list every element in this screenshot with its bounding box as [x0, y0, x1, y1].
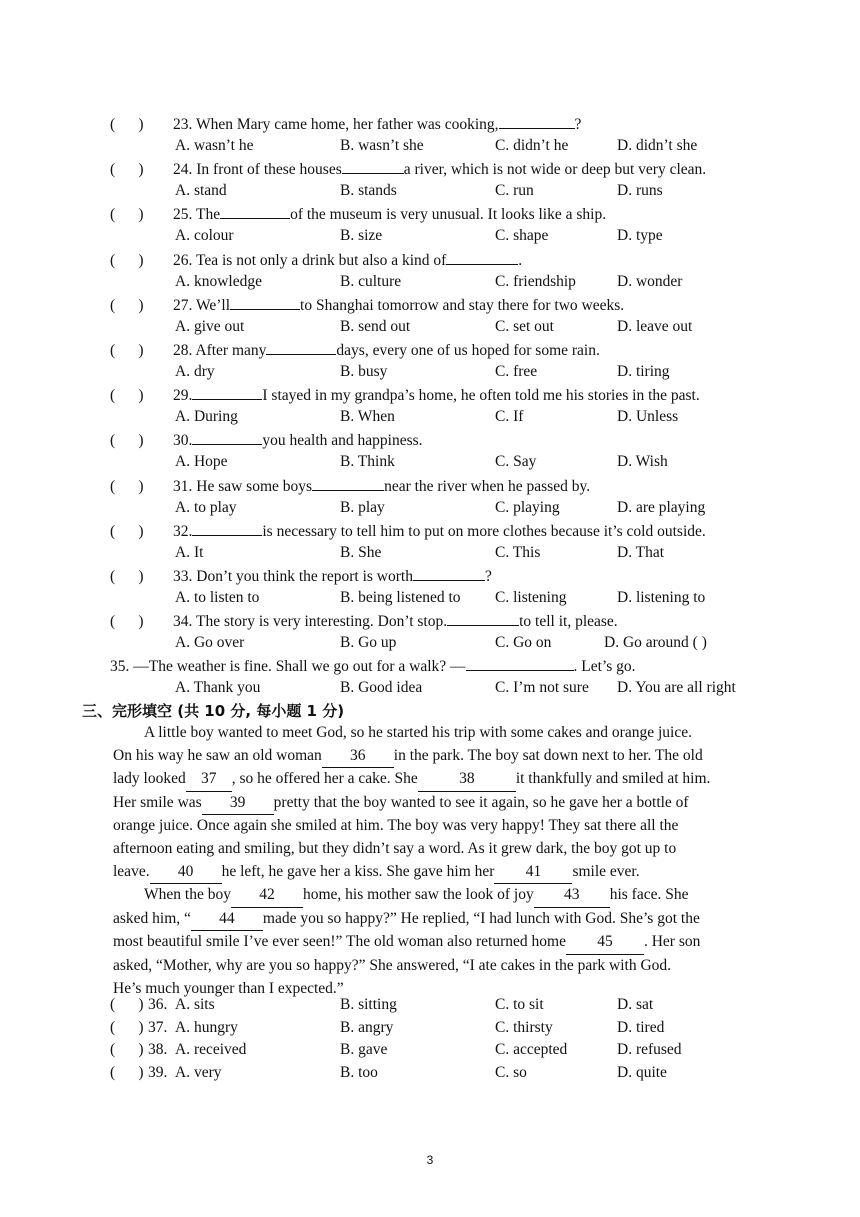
option-a[interactable]: A. sits [175, 996, 215, 1013]
option-d[interactable]: D. type [617, 227, 663, 244]
passage-text: in the park. The boy sat down next to her. The old [393, 746, 703, 764]
option-b[interactable]: B. When [340, 408, 395, 425]
passage-text: leave. [113, 862, 150, 880]
passage-line [113, 908, 753, 932]
question-text: 28. After many [173, 342, 267, 359]
question-stem [110, 476, 590, 497]
question-text: 24. In front of these houses [173, 161, 342, 178]
option-c[interactable]: C. Say [495, 453, 537, 470]
passage-text: made you so happy?” He replied, “I had lunch with God. She’s got the [262, 909, 700, 927]
answer-bracket[interactable]: ( ) [110, 161, 144, 178]
question-text: 25. The [173, 206, 221, 223]
question-stem [110, 385, 700, 406]
question-stem [110, 611, 618, 632]
option-d[interactable]: D. Unless [617, 408, 679, 425]
option-b[interactable]: B. busy [340, 363, 388, 380]
option-b[interactable]: B. gave [340, 1041, 388, 1058]
question-text: . [518, 252, 523, 269]
answer-blank[interactable] [466, 656, 574, 671]
question-stem [110, 250, 522, 271]
passage-line: A little boy wanted to meet God, so he started his trip with some cakes and orange juice. [144, 724, 692, 741]
option-d[interactable]: D. refused [617, 1041, 682, 1058]
question-number: 36. [148, 996, 168, 1013]
passage-line: asked, “Mother, why are you so happy?” She answered, “I ate cakes in the park with God. [113, 956, 672, 974]
passage-text: . Her son [643, 933, 701, 951]
option-a[interactable]: A. dry [175, 363, 215, 380]
answer-bracket[interactable]: ( ) [110, 297, 144, 314]
option-b[interactable]: B. wasn’t she [340, 137, 424, 154]
question-text: ? [484, 568, 492, 585]
option-c[interactable]: C. If [495, 408, 524, 425]
answer-bracket[interactable]: ( ) [110, 206, 144, 223]
answer-blank[interactable] [499, 114, 575, 129]
passage-line: afternoon eating and smiling, but they didn’t say a word. As it grew dark, the boy got up to [113, 839, 677, 857]
option-a[interactable]: A. to play [175, 499, 237, 516]
question-number: 38. [148, 1041, 168, 1058]
cloze-blank-37[interactable]: 37 [186, 768, 232, 792]
cloze-blank-41[interactable]: 41 [494, 861, 572, 885]
question-text: near the river when he passed by. [384, 478, 591, 495]
passage-text: On his way he saw an old woman [113, 746, 322, 764]
section-title-cloze: 三、完形填空 (共 10 分, 每小题 1 分) [82, 702, 345, 720]
option-d[interactable]: D. didn’t she [617, 137, 698, 154]
question-text: 23. When Mary came home, her father was cooking, [173, 116, 499, 133]
cloze-blank-36[interactable]: 36 [322, 745, 394, 769]
passage-line [113, 884, 753, 908]
option-a[interactable]: A. During [175, 408, 238, 425]
answer-blank[interactable] [192, 521, 262, 536]
answer-blank[interactable] [446, 250, 518, 265]
option-d[interactable]: D. leave out [617, 318, 693, 335]
cloze-blank-44[interactable]: 44 [191, 908, 263, 932]
option-d[interactable]: D. tired [617, 1019, 665, 1036]
cloze-blank-45[interactable]: 45 [566, 931, 644, 955]
cloze-blank-40[interactable]: 40 [150, 861, 222, 885]
question-text: is necessary to tell him to put on more clothes because it’s cold outside. [262, 523, 706, 540]
option-b[interactable]: B. play [340, 499, 385, 516]
passage-text: it thankfully and smiled at him. [515, 770, 711, 788]
option-b[interactable]: B. Think [340, 453, 395, 470]
question-stem [110, 295, 624, 316]
option-b[interactable]: B. size [340, 227, 383, 244]
question-text: to Shanghai tomorrow and stay there for two weeks. [300, 297, 625, 314]
question-text: 29. [173, 387, 193, 404]
passage-text: lady looked [113, 770, 186, 788]
answer-bracket[interactable]: ( ) [110, 1019, 144, 1036]
passage-line: orange juice. Once again she smiled at him. The boy was very happy! They sat there all the [113, 817, 679, 835]
option-c[interactable]: C. listening [495, 589, 567, 606]
question-stem [110, 566, 492, 587]
answer-blank[interactable] [192, 385, 262, 400]
option-d[interactable]: D. quite [617, 1064, 667, 1081]
option-c[interactable]: C. I’m not sure [495, 679, 589, 696]
question-stem [110, 340, 600, 361]
option-b[interactable]: B. Go up [340, 634, 397, 651]
answer-bracket[interactable]: ( ) [110, 996, 144, 1013]
option-c[interactable]: C. free [495, 363, 538, 380]
question-stem [110, 204, 606, 225]
option-d[interactable]: D. tiring [617, 363, 670, 380]
option-a[interactable]: A. hungry [175, 1019, 238, 1036]
question-stem [110, 521, 706, 542]
option-d[interactable]: D. listening to [617, 589, 706, 606]
question-stem [110, 430, 423, 451]
option-b[interactable]: B. Good idea [340, 679, 423, 696]
option-b[interactable]: B. angry [340, 1019, 394, 1036]
passage-text: asked him, “ [113, 909, 191, 927]
question-text: I stayed in my grandpa’s home, he often told me his stories in the past. [262, 387, 700, 404]
option-c[interactable]: C. so [495, 1064, 527, 1081]
option-b[interactable]: B. being listened to [340, 589, 461, 606]
passage-text: he left, he gave her a kiss. She gave him her [221, 862, 495, 880]
option-b[interactable]: B. stands [340, 182, 397, 199]
question-text: to tell it, please. [519, 613, 618, 630]
question-text: days, every one of us hoped for some rain. [336, 342, 600, 359]
option-a[interactable]: A. knowledge [175, 273, 262, 290]
answer-blank[interactable] [192, 430, 262, 445]
question-text: 30. [173, 432, 193, 449]
option-c[interactable]: C. thirsty [495, 1019, 553, 1036]
answer-bracket[interactable]: ( ) [110, 523, 144, 540]
passage-line [113, 768, 753, 792]
option-d[interactable]: D. runs [617, 182, 663, 199]
passage-text: most beautiful smile I’ve ever seen!” The old woman also returned home [113, 933, 566, 951]
option-c[interactable]: C. friendship [495, 273, 576, 290]
passage-text: , so he offered her a cake. She [231, 770, 418, 788]
option-c[interactable]: C. This [495, 544, 541, 561]
option-a[interactable]: A. It [175, 544, 204, 561]
question-text: . Let’s go. [573, 658, 636, 675]
question-number: 39. [148, 1064, 168, 1081]
option-a[interactable]: A. received [175, 1041, 247, 1058]
answer-blank[interactable] [266, 340, 336, 355]
option-c[interactable]: C. didn’t he [495, 137, 569, 154]
option-c[interactable]: C. accepted [495, 1041, 568, 1058]
cloze-blank-39[interactable]: 39 [202, 792, 274, 816]
passage-text: pretty that the boy wanted to see it again, so he gave her a bottle of [273, 793, 689, 811]
option-d[interactable]: D. That [617, 544, 665, 561]
answer-bracket[interactable]: ( ) [110, 478, 144, 495]
question-stem [110, 656, 636, 677]
passage-text: his face. She [609, 886, 689, 904]
passage-line [113, 745, 753, 769]
question-stem [110, 159, 706, 180]
option-d[interactable]: D. You are all right [617, 679, 736, 696]
question-text: 32. [173, 523, 193, 540]
question-text: you health and happiness. [262, 432, 423, 449]
option-d[interactable]: D. are playing [617, 499, 706, 516]
option-a[interactable]: A. Go over [175, 634, 245, 651]
question-text: 33. Don’t you think the report is worth [173, 568, 413, 585]
option-c[interactable]: C. shape [495, 227, 549, 244]
cloze-blank-42[interactable]: 42 [231, 884, 303, 908]
option-a[interactable]: A. Thank you [175, 679, 261, 696]
answer-blank[interactable] [230, 295, 300, 310]
option-b[interactable]: B. sitting [340, 996, 397, 1013]
question-stem [110, 114, 581, 135]
cloze-blank-43[interactable]: 43 [534, 884, 610, 908]
option-c[interactable]: C. to sit [495, 996, 544, 1013]
answer-blank[interactable] [342, 159, 404, 174]
answer-bracket[interactable]: ( ) [110, 432, 144, 449]
answer-blank[interactable] [220, 204, 290, 219]
question-text: 27. We’ll [173, 297, 231, 314]
page-number: 3 [426, 1153, 434, 1167]
answer-bracket[interactable]: ( ) [110, 342, 144, 359]
option-d[interactable]: D. sat [617, 996, 654, 1013]
question-text: a river, which is not wide or deep but very clean. [403, 161, 707, 178]
answer-bracket[interactable]: ( ) [110, 387, 144, 404]
passage-line: He’s much younger than I expected.” [113, 979, 344, 997]
option-a[interactable]: A. wasn’t he [175, 137, 254, 154]
option-d[interactable]: D. Go around ( ) [604, 634, 707, 651]
answer-bracket[interactable]: ( ) [110, 568, 144, 585]
option-a[interactable]: A. Hope [175, 453, 228, 470]
answer-bracket[interactable]: ( ) [110, 613, 144, 630]
passage-text: home, his mother saw the look of joy [302, 886, 534, 904]
option-d[interactable]: D. wonder [617, 273, 683, 290]
cloze-blank-38[interactable]: 38 [418, 768, 516, 792]
passage-line [113, 861, 753, 885]
option-b[interactable]: B. culture [340, 273, 402, 290]
option-d[interactable]: D. Wish [617, 453, 668, 470]
option-a[interactable]: A. colour [175, 227, 234, 244]
passage-text: Her smile was [113, 793, 202, 811]
passage-text: When the boy [144, 886, 231, 904]
option-a[interactable]: A. very [175, 1064, 222, 1081]
question-text: 35. —The weather is fine. Shall we go out for a walk? — [110, 658, 466, 675]
passage-line [113, 792, 753, 816]
option-c[interactable]: C. run [495, 182, 534, 199]
answer-blank[interactable] [312, 476, 384, 491]
passage-line [113, 931, 753, 955]
option-b[interactable]: B. She [340, 544, 382, 561]
answer-bracket[interactable]: ( ) [110, 116, 144, 133]
question-number: 37. [148, 1019, 168, 1036]
question-text: 26. Tea is not only a drink but also a kind of [173, 252, 447, 269]
answer-bracket[interactable]: ( ) [110, 1041, 144, 1058]
answer-bracket[interactable]: ( ) [110, 252, 144, 269]
answer-blank[interactable] [447, 611, 519, 626]
question-text: ? [574, 116, 582, 133]
option-a[interactable]: A. to listen to [175, 589, 260, 606]
cloze-passage [113, 722, 753, 1000]
answer-bracket[interactable]: ( ) [110, 1064, 144, 1081]
option-b[interactable]: B. send out [340, 318, 411, 335]
option-c[interactable]: C. Go on [495, 634, 552, 651]
passage-text: smile ever. [572, 862, 640, 880]
option-c[interactable]: C. playing [495, 499, 560, 516]
answer-blank[interactable] [413, 566, 485, 581]
question-text: 31. He saw some boys [173, 478, 313, 495]
option-a[interactable]: A. give out [175, 318, 245, 335]
question-text: of the museum is very unusual. It looks like a ship. [290, 206, 607, 223]
option-b[interactable]: B. too [340, 1064, 378, 1081]
option-c[interactable]: C. set out [495, 318, 554, 335]
question-text: 34. The story is very interesting. Don’t stop. [173, 613, 448, 630]
option-a[interactable]: A. stand [175, 182, 227, 199]
